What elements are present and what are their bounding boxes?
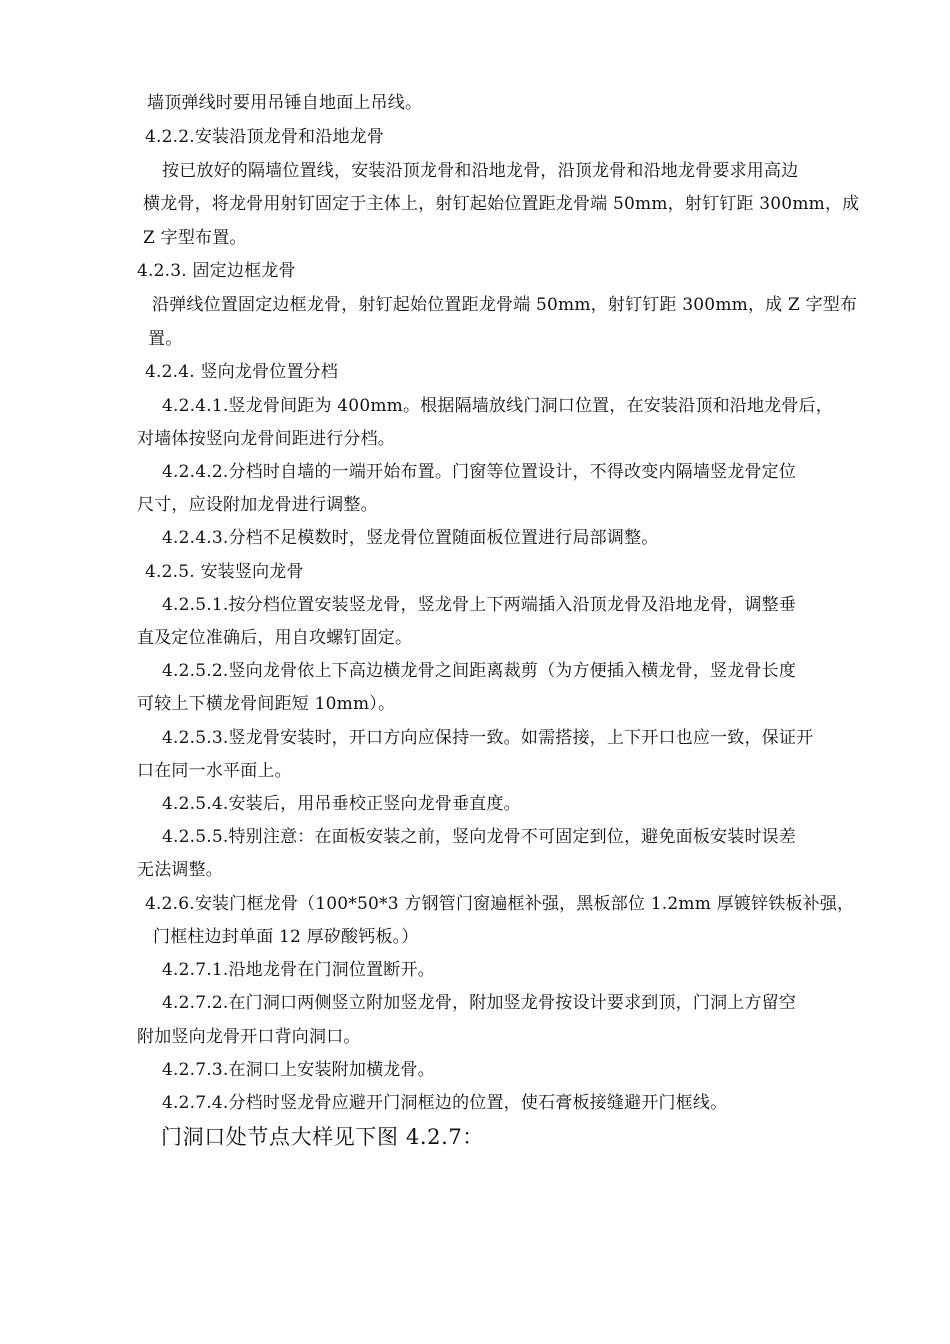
text-line-26: 门框柱边封单面 12 厚矽酸钙板。） [153,927,419,947]
text-line-3: 按已放好的隔墙位置线，安装沿顶龙骨和沿地龙骨，沿顶龙骨和沿地龙骨要求用高边 [162,161,799,181]
text-line-20: 4.2.5.3.竖龙骨安装时，开口方向应保持一致。如需搭接，上下开口也应一致，保证开 [162,728,814,748]
section-heading-4-2-3: 4.2.3. 固定边框龙骨 [137,261,296,281]
section-heading-4-2-4: 4.2.4. 竖向龙骨位置分档 [145,362,339,382]
figure-reference-caption: 门洞口处节点大样见下图 4.2.7： [161,1125,484,1149]
text-line-31: 4.2.7.4.分档时竖龙骨应避开门洞框边的位置，使石膏板接缝避开门框线。 [162,1093,728,1113]
text-line-27: 4.2.7.1.沿地龙骨在门洞位置断开。 [162,960,435,980]
text-line-7: 沿弹线位置固定边框龙骨，射钉起始位置距龙骨端 50mm，射钉钉距 300mm，成 Z 字型布 [152,295,858,315]
text-line-13: 尺寸，应设附加龙骨进行调整。 [137,495,378,515]
text-line-11: 对墙体按竖向龙骨间距进行分档。 [137,429,395,449]
text-line-21: 口在同一水平面上。 [137,761,292,781]
text-line-10: 4.2.4.1.竖龙骨间距为 400mm。根据隔墙放线门洞口位置，在安装沿顶和沿地龙骨后， [162,396,833,416]
text-line-30: 4.2.7.3.在洞口上安装附加横龙骨。 [162,1060,435,1080]
text-line-17: 直及定位准确后，用自攻螺钉固定。 [137,628,413,648]
text-line-29: 附加竖向龙骨开口背向洞口。 [137,1027,361,1047]
section-heading-4-2-5: 4.2.5. 安装竖向龙骨 [145,562,304,582]
text-line-18: 4.2.5.2.竖向龙骨依上下高边横龙骨之间距离裁剪（为方便插入横龙骨，竖龙骨长度 [162,661,797,681]
text-line-24: 无法调整。 [137,860,223,880]
section-heading-4-2-6: 4.2.6.安装门框龙骨（100*50*3 方钢管门窗遍框补强，黑板部位 1.2mm 厚镀锌铁板补强， [145,894,855,914]
text-line-19: 可较上下横龙骨间距短 10mm）。 [137,694,396,714]
text-line-28: 4.2.7.2.在门洞口两侧竖立附加竖龙骨，附加竖龙骨按设计要求到顶，门洞上方留空 [162,993,797,1013]
section-heading-4-2-2: 4.2.2.安装沿顶龙骨和沿地龙骨 [145,127,385,147]
text-line-16: 4.2.5.1.按分档位置安装竖龙骨，竖龙骨上下两端插入沿顶龙骨及沿地龙骨，调整垂 [162,595,797,615]
text-line-23: 4.2.5.5.特别注意：在面板安装之前，竖向龙骨不可固定到位，避免面板安装时误差 [162,827,797,847]
text-line-12: 4.2.4.2.分档时自墙的一端开始布置。门窗等位置设计，不得改变内隔墙竖龙骨定位 [162,462,797,482]
text-line-14: 4.2.4.3.分档不足模数时，竖龙骨位置随面板位置进行局部调整。 [162,528,659,548]
text-line-22: 4.2.5.4.安装后，用吊垂校正竖向龙骨垂直度。 [162,794,521,814]
text-line-5: Z 字型布置。 [143,228,247,248]
text-line-1: 墙顶弹线时要用吊锤自地面上吊线。 [147,93,423,113]
text-line-4: 横龙骨，将龙骨用射钉固定于主体上，射钉起始位置距龙骨端 50mm，射钉钉距 300mm，成 [143,194,860,214]
text-line-8: 置。 [148,329,183,349]
